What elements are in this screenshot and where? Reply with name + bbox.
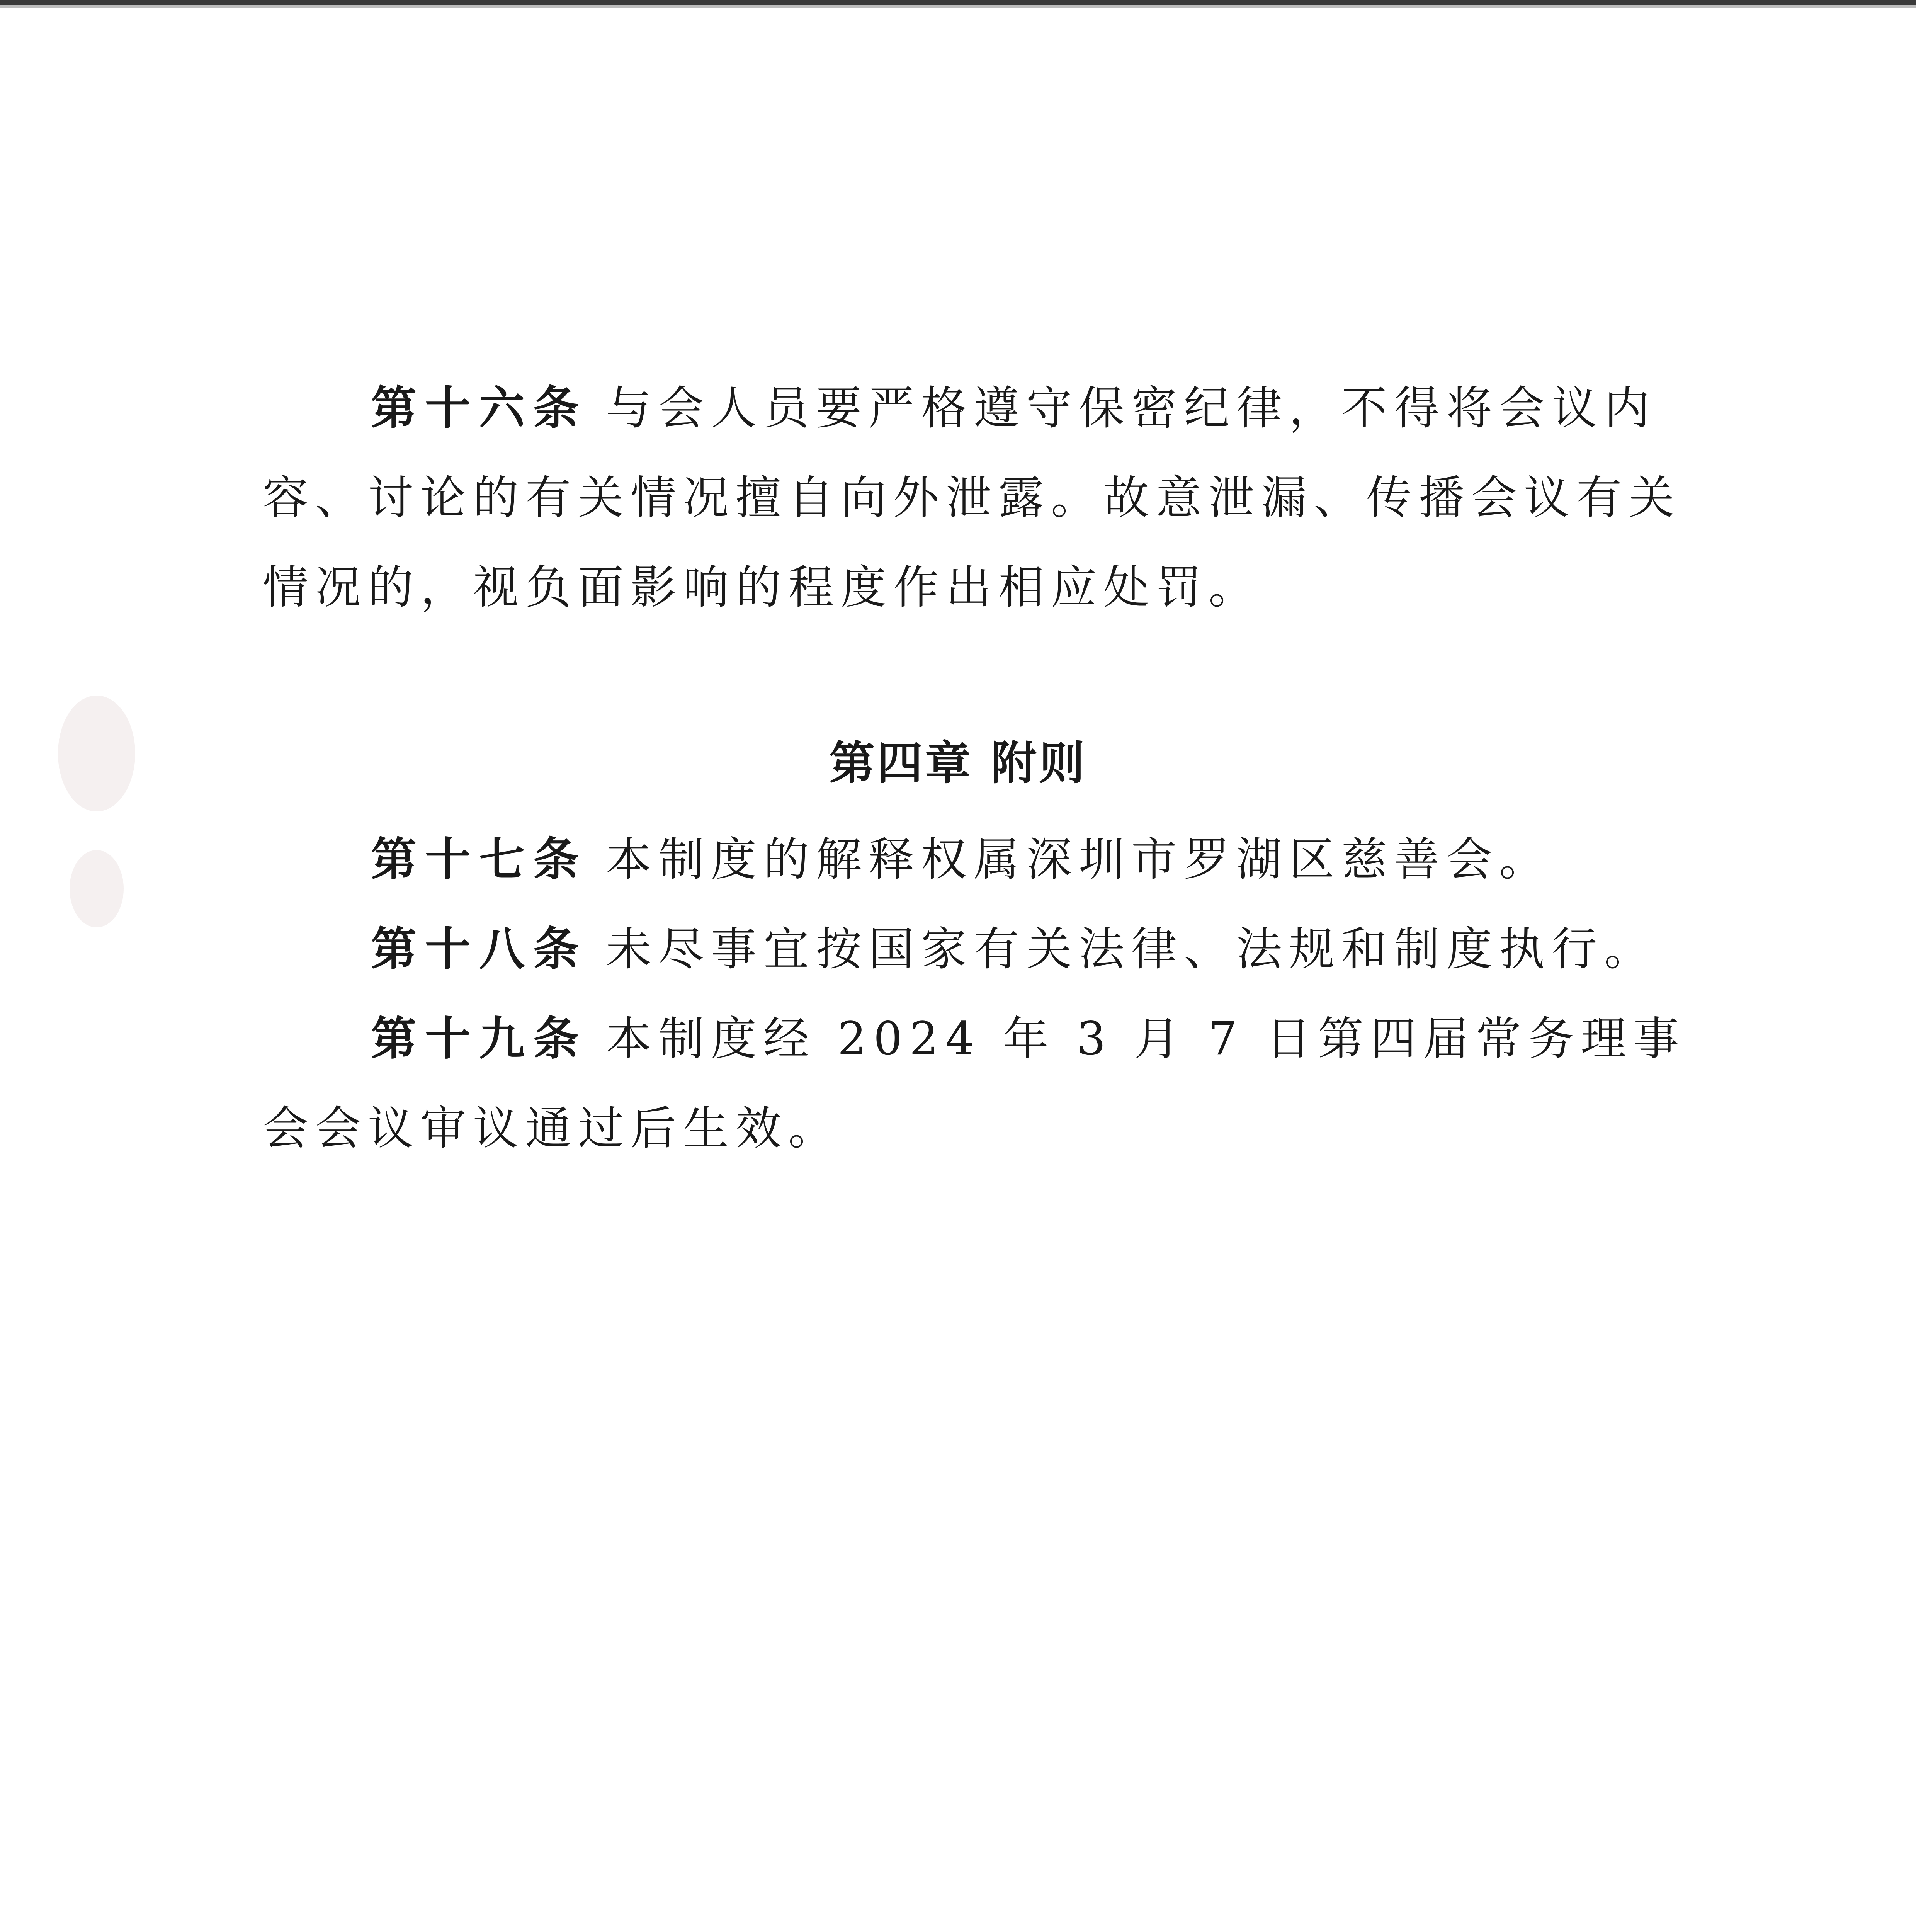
article-16 [263, 363, 1692, 632]
article-text: 未尽事宜按国家有关法律、法规和制度执行。 [606, 922, 1657, 976]
scan-top-edge [0, 0, 1916, 5]
article-text: 与会人员要严格遵守保密纪律，不得将会议内容、讨论的有关情况擅自向外泄露。故意泄漏、传播会议有关情况的，视负面影响的程度作出相应处罚。 [263, 381, 1682, 614]
paper-stain [70, 850, 124, 927]
scan-top-shadow [0, 5, 1916, 8]
article-17 [263, 815, 1692, 904]
chapter-title: 第四章 附则 [829, 736, 1087, 790]
article-19 [263, 994, 1692, 1173]
article-text: 本制度经 2024 年 3 月 7 日第四届常务理事会会议审议通过后生效。 [263, 1012, 1686, 1155]
article-18 [263, 904, 1692, 994]
article-number: 第十六条 [371, 381, 588, 435]
article-number: 第十九条 [371, 1012, 588, 1065]
article-number: 第十七条 [371, 833, 588, 886]
article-number: 第十八条 [371, 922, 588, 976]
article-text: 本制度的解释权属深圳市罗湖区慈善会。 [606, 833, 1552, 886]
